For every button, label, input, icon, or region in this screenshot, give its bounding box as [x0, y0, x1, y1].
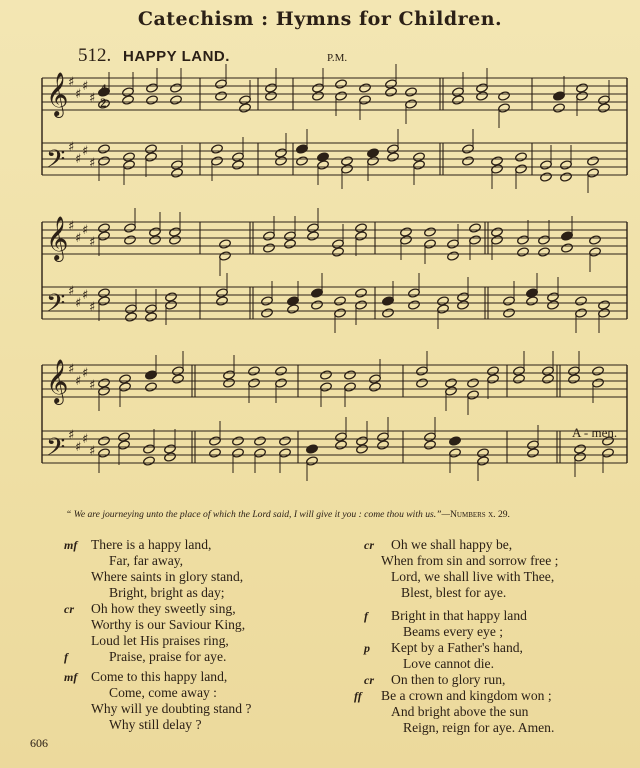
note-head	[215, 79, 228, 90]
note-head	[344, 382, 357, 393]
dynamic-mark: mf	[64, 670, 78, 684]
stanza-4	[354, 608, 562, 736]
sharp-icon: ♯	[75, 231, 82, 246]
note-head	[540, 160, 553, 171]
note-head	[487, 374, 500, 385]
note-head	[542, 374, 555, 385]
bass-clef-icon: 𝄢	[46, 433, 66, 468]
verse-line: Come to this happy land,	[91, 669, 228, 684]
note-head	[498, 103, 511, 114]
note-head	[169, 235, 182, 246]
verse-line: Kept by a Father's hand,	[391, 640, 523, 655]
note-head	[296, 144, 309, 155]
note-head	[275, 156, 288, 167]
verse-line: Bright, bright as day;	[109, 585, 225, 600]
note-head	[211, 156, 224, 167]
note-head	[568, 374, 581, 385]
note-head	[261, 296, 274, 307]
note-head	[405, 87, 418, 98]
note-head	[538, 235, 551, 246]
note-head	[602, 448, 615, 459]
note-head	[553, 91, 566, 102]
note-head	[553, 103, 566, 114]
sharp-icon: ♯	[68, 284, 75, 299]
note-head	[232, 160, 245, 171]
note-head	[335, 79, 348, 90]
note-head	[503, 308, 516, 319]
sharp-icon: ♯	[68, 219, 75, 234]
verse-line: Lord, we shall live with Thee,	[391, 569, 555, 584]
verse-line: Where saints in glory stand,	[91, 569, 244, 584]
sharp-icon: ♯	[89, 300, 96, 315]
note-head	[467, 390, 480, 401]
note-head	[254, 448, 267, 459]
hymn-number: 512.	[78, 45, 112, 66]
verse-line: Loud let His praises ring,	[91, 633, 229, 648]
page-header: Catechism : Hymns for Children.	[137, 8, 503, 30]
note-head	[145, 370, 158, 381]
note-head	[477, 456, 490, 467]
note-head	[209, 436, 222, 447]
note-head	[424, 440, 437, 451]
bass-clef-icon: 𝄢	[46, 289, 66, 324]
dynamic-mark: ff	[354, 689, 362, 703]
note-head	[592, 366, 605, 377]
verse-line: Blest, blest for aye.	[401, 585, 507, 600]
note-head	[164, 452, 177, 463]
note-head	[589, 235, 602, 246]
sharp-icon: ♯	[75, 440, 82, 455]
note-head	[219, 239, 232, 250]
verse-line: Love cannot die.	[403, 656, 494, 671]
verse-line: Oh how they sweetly sing,	[91, 601, 236, 616]
note-head	[517, 247, 530, 258]
note-head	[424, 239, 437, 250]
note-head	[462, 144, 475, 155]
note-head	[209, 448, 222, 459]
note-head	[143, 444, 156, 455]
note-head	[275, 378, 288, 389]
note-head	[416, 378, 429, 389]
sharp-icon: ♯	[89, 91, 96, 106]
note-head	[170, 95, 183, 106]
note-head	[515, 152, 528, 163]
note-head	[143, 456, 156, 467]
sharp-icon: ♯	[75, 87, 82, 102]
verse-line: Praise, praise for aye.	[109, 649, 227, 664]
sharp-icon: ♯	[89, 156, 96, 171]
note-head	[219, 251, 232, 262]
note-head	[538, 247, 551, 258]
note-head	[311, 300, 324, 311]
note-head	[145, 382, 158, 393]
hymn-title: HAPPY LAND.	[123, 48, 230, 65]
verse-line: Reign, reign for aye. Amen.	[403, 720, 555, 735]
time-signature: 4	[100, 81, 107, 96]
verse-line: Be a crown and kingdom won ;	[381, 688, 552, 703]
note-head	[491, 164, 504, 175]
sharp-icon: ♯	[82, 79, 89, 94]
dynamic-mark: mf	[64, 538, 78, 552]
note-head	[98, 448, 111, 459]
note-head	[279, 448, 292, 459]
note-head	[547, 300, 560, 311]
note-head	[98, 436, 111, 447]
stanza-2	[64, 669, 252, 733]
note-head	[320, 382, 333, 393]
note-head	[408, 300, 421, 311]
note-head	[561, 243, 574, 254]
treble-clef-icon: 𝄞	[46, 359, 69, 403]
verse-line: And bright above the sun	[391, 704, 529, 719]
note-head	[449, 436, 462, 447]
verse-line: Why still delay ?	[109, 717, 202, 732]
note-head	[335, 91, 348, 102]
note-head	[447, 251, 460, 262]
note-head	[172, 374, 185, 385]
verse-line: Why will ye doubting stand ?	[91, 701, 252, 716]
note-head	[98, 144, 111, 155]
note-head	[263, 243, 276, 254]
note-head	[232, 436, 245, 447]
note-head	[449, 448, 462, 459]
note-head	[560, 172, 573, 183]
note-head	[387, 152, 400, 163]
note-head	[279, 436, 292, 447]
treble-clef-icon: 𝄞	[46, 72, 69, 116]
note-head	[171, 168, 184, 179]
note-head	[232, 448, 245, 459]
dynamic-mark: cr	[364, 673, 374, 687]
note-head	[359, 95, 372, 106]
note-head	[598, 103, 611, 114]
note-head	[355, 288, 368, 299]
note-head	[170, 83, 183, 94]
note-head	[377, 440, 390, 451]
verse-line: Bright in that happy land	[391, 608, 527, 623]
note-head	[476, 91, 489, 102]
note-head	[296, 156, 309, 167]
verse-line: Far, far away,	[109, 553, 184, 568]
note-head	[334, 308, 347, 319]
note-head	[517, 235, 530, 246]
verse-line: On then to glory run,	[391, 672, 506, 687]
note-head	[334, 296, 347, 307]
note-head	[575, 308, 588, 319]
note-head	[540, 172, 553, 183]
note-head	[261, 308, 274, 319]
note-head	[254, 436, 267, 447]
note-head	[223, 378, 236, 389]
note-head	[359, 83, 372, 94]
note-head	[576, 91, 589, 102]
note-head	[149, 235, 162, 246]
note-head	[312, 91, 325, 102]
note-head	[503, 296, 516, 307]
note-head	[369, 382, 382, 393]
note-head	[382, 308, 395, 319]
note-head	[413, 160, 426, 171]
sharp-icon: ♯	[75, 374, 82, 389]
note-head	[306, 444, 319, 455]
note-head	[320, 370, 333, 381]
note-head	[445, 386, 458, 397]
note-head	[408, 288, 421, 299]
note-head	[98, 231, 111, 242]
note-head	[560, 160, 573, 171]
note-head	[311, 288, 324, 299]
verse-line: There is a happy land,	[91, 537, 212, 552]
note-head	[526, 296, 539, 307]
time-signature: 2	[100, 95, 107, 110]
note-head	[165, 300, 178, 311]
note-head	[367, 156, 380, 167]
sharp-icon: ♯	[68, 428, 75, 443]
note-head	[457, 300, 470, 311]
sharp-icon: ♯	[75, 152, 82, 167]
note-head	[416, 366, 429, 377]
note-head	[98, 386, 111, 397]
note-head	[382, 296, 395, 307]
note-head	[575, 296, 588, 307]
sharp-icon: ♯	[68, 140, 75, 155]
note-head	[356, 444, 369, 455]
note-head	[216, 296, 229, 307]
note-head	[469, 223, 482, 234]
note-head	[98, 296, 111, 307]
sharp-icon: ♯	[82, 288, 89, 303]
dynamic-mark: cr	[64, 602, 74, 616]
note-head	[145, 152, 158, 163]
note-head	[437, 304, 450, 315]
verse-line: Come, come away :	[109, 685, 217, 700]
note-head	[146, 95, 159, 106]
sharp-icon: ♯	[82, 223, 89, 238]
verse-line: Oh we shall happy be,	[391, 537, 513, 552]
note-head	[317, 160, 330, 171]
note-head	[513, 374, 526, 385]
note-head	[400, 235, 413, 246]
note-head	[598, 308, 611, 319]
sharp-icon: ♯	[82, 144, 89, 159]
bass-clef-icon: 𝄢	[46, 145, 66, 180]
note-head	[385, 87, 398, 98]
note-head	[119, 382, 132, 393]
sharp-icon: ♯	[89, 444, 96, 459]
note-head	[491, 235, 504, 246]
note-head	[462, 156, 475, 167]
note-head	[287, 304, 300, 315]
note-head	[515, 164, 528, 175]
verse-line: Worthy is our Saviour King,	[91, 617, 246, 632]
dynamic-mark: cr	[364, 538, 374, 552]
note-head	[587, 168, 600, 179]
sharp-icon: ♯	[68, 362, 75, 377]
scripture-quote	[66, 509, 510, 520]
note-head	[124, 223, 137, 234]
note-head	[592, 378, 605, 389]
verse-line: Beams every eye ;	[403, 624, 504, 639]
note-head	[405, 99, 418, 110]
note-head	[248, 378, 261, 389]
note-head	[239, 103, 252, 114]
note-head	[118, 440, 131, 451]
note-head	[125, 312, 138, 323]
note-head	[561, 231, 574, 242]
stanza-1	[64, 537, 246, 665]
page-number: 606	[30, 736, 48, 750]
note-head	[344, 370, 357, 381]
note-head	[589, 247, 602, 258]
note-head	[284, 239, 297, 250]
treble-clef-icon: 𝄞	[46, 216, 69, 260]
note-head	[355, 231, 368, 242]
note-head	[306, 456, 319, 467]
note-head	[452, 95, 465, 106]
scripture-text: “ We are journeying unto the place of which the Lord said, I will give it you : come thou with us.”—	[66, 509, 450, 520]
note-head	[332, 247, 345, 258]
amen-lyric: A - men.	[572, 425, 618, 440]
note-head	[307, 231, 320, 242]
note-head	[498, 91, 511, 102]
note-head	[469, 235, 482, 246]
note-head	[265, 91, 278, 102]
note-head	[146, 83, 159, 94]
note-head	[574, 452, 587, 463]
scripture-reference: Numbers x. 29.	[449, 509, 510, 520]
note-head	[275, 366, 288, 377]
dynamic-mark: f	[364, 609, 368, 623]
note-head	[447, 239, 460, 250]
note-head	[263, 231, 276, 242]
note-head	[124, 235, 137, 246]
verse-line: When from sin and sorrow free ;	[381, 553, 559, 568]
sharp-icon: ♯	[68, 75, 75, 90]
note-head	[248, 366, 261, 377]
note-head	[335, 440, 348, 451]
sharp-icon: ♯	[89, 378, 96, 393]
note-head	[341, 164, 354, 175]
note-head	[587, 156, 600, 167]
sharp-icon: ♯	[82, 432, 89, 447]
note-head	[467, 378, 480, 389]
hymn-meter: P.M.	[327, 52, 348, 64]
note-head	[123, 160, 136, 171]
note-head	[215, 91, 228, 102]
note-head	[122, 95, 135, 106]
sharp-icon: ♯	[89, 235, 96, 250]
note-head	[98, 156, 111, 167]
stanza-3	[364, 537, 568, 601]
note-head	[145, 312, 158, 323]
sharp-icon: ♯	[82, 366, 89, 381]
note-head	[355, 300, 368, 311]
dynamic-mark: f	[64, 650, 68, 664]
note-head	[424, 227, 437, 238]
sharp-icon: ♯	[75, 296, 82, 311]
note-head	[211, 144, 224, 155]
dynamic-mark: p	[364, 641, 370, 655]
note-head	[527, 448, 540, 459]
